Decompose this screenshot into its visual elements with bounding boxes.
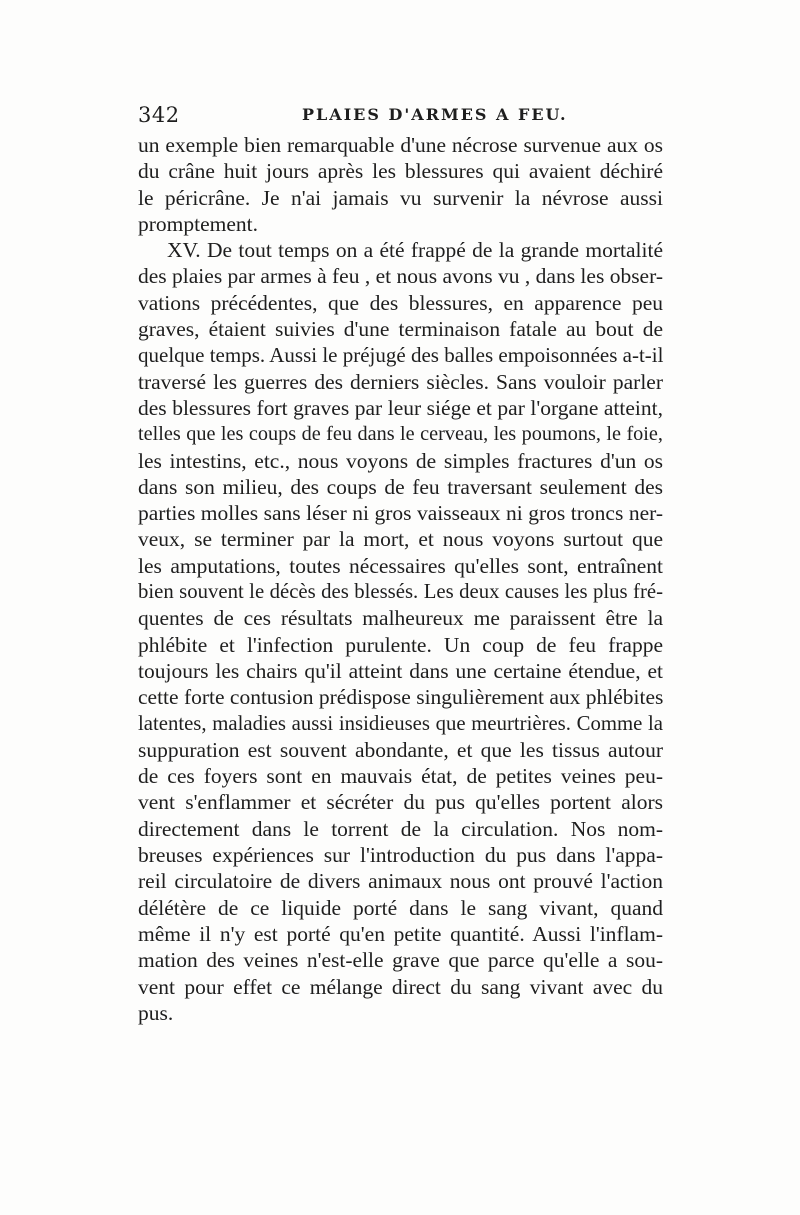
text-line: telles que les coups de feu dans le cerveau, les poumons, le foie, [138,423,663,446]
text-line: graves, étaient suivies d'une terminaison fatale au bout de [138,317,663,342]
text-line: des plaies par armes à feu , et nous avons vu , dans les obser- [138,264,663,289]
body-text [138,132,663,1026]
text-line: des blessures fort graves par leur siége et par l'organe atteint, [138,395,663,420]
text-line: mation des veines n'est-elle grave que parce qu'elle a sou- [138,948,663,973]
text-line: vent pour effet ce mélange direct du sang vivant avec du [138,974,663,999]
text-line: bien souvent le décès des blessés. Les deux causes les plus fré- [138,581,663,604]
text-line: cette forte contusion prédispose singulièrement aux phlébites [138,685,664,710]
text-line: promptement. [138,211,259,236]
text-line: de ces foyers sont en mauvais état, de petites veines peu- [138,764,663,789]
text-line: vations précédentes, que des blessures, en apparence peu [138,290,663,315]
text-line: délétère de ce liquide porté dans le sang vivant, quand [138,895,663,920]
text-line: dans son milieu, des coups de feu traversant seulement des [138,474,663,499]
text-line: toujours les chairs qu'il atteint dans une certaine étendue, et [138,658,663,683]
paragraph-start-line: XV. De tout temps on a été frappé de la grande mortalité [167,238,663,263]
text-line: quentes de ces résultats malheureux me paraissent être la [138,606,663,631]
text-line: latentes, maladies aussi insidieuses que meurtrières. Comme la [138,712,663,735]
text-line: les amputations, toutes nécessaires qu'elles sont, entraînent [138,553,663,578]
text-line: suppuration est souvent abondante, et que les tissus autour [138,737,663,762]
text-line: phlébite et l'infection purulente. Un coup de feu frappe [138,632,663,657]
text-line: le péricrâne. Je n'ai jamais vu survenir la névrose aussi [138,185,663,210]
text-line: même il n'y est porté qu'en petite quantité. Aussi l'inflam- [138,921,663,946]
text-line: directement dans le torrent de la circulation. Nos nom- [138,816,663,841]
text-line: reil circulatoire de divers animaux nous ont prouvé l'action [138,869,663,894]
text-line: vent s'enflammer et sécréter du pus qu'elles portent alors [138,790,663,815]
text-line: breuses expériences sur l'introduction du pus dans l'appa- [138,843,663,868]
running-title: PLAIES D'ARMES A FEU. [302,105,568,124]
text-line: les intestins, etc., nous voyons de simples fractures d'un os [138,448,663,473]
text-line: traversé les guerres des derniers siècles. Sans vouloir parler [138,369,663,394]
page-number: 342 [138,103,180,127]
text-line: parties molles sans léser ni gros vaisseaux ni gros troncs ner- [138,501,663,526]
page-header [138,100,663,130]
text-line: pus. [138,1000,174,1025]
text-line: veux, se terminer par la mort, et nous voyons surtout que [138,527,663,552]
text-line: du crâne huit jours après les blessures qui avaient déchiré [138,159,663,184]
text-line: un exemple bien remarquable d'une nécrose survenue aux os [138,133,663,157]
text-line: quelque temps. Aussi le préjugé des balles empoisonnées a-t-il [138,343,664,368]
